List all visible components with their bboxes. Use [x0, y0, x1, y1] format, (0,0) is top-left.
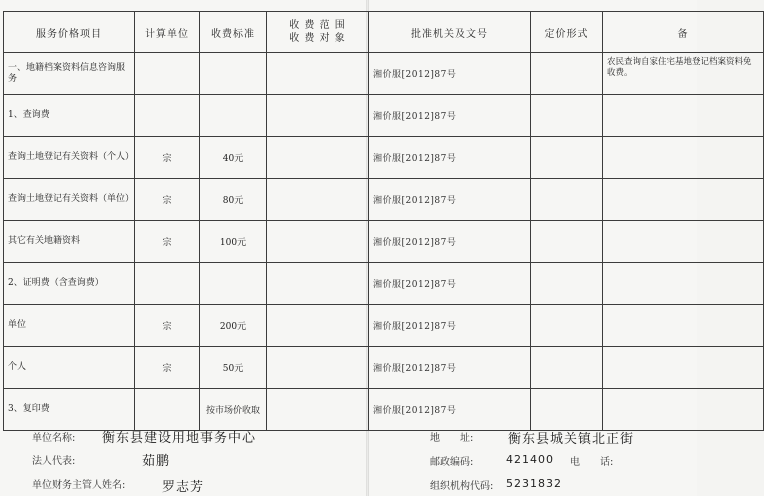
- cell-approval: 湘价服[2012]87号: [369, 53, 531, 95]
- table-row: [4, 305, 764, 347]
- table-row: [4, 263, 764, 305]
- postcode-label: 邮政编码:: [430, 457, 474, 468]
- cell-item: 1、查询费: [4, 95, 135, 137]
- unit-name-value: 衡东县建设用地事务中心: [102, 431, 257, 446]
- cell-pricing: [531, 53, 603, 95]
- cell-note: [603, 347, 764, 389]
- header-pricing: 定价形式: [531, 12, 603, 53]
- cell-standard: [200, 53, 267, 95]
- table-row: [4, 347, 764, 389]
- cell-item: 查询土地登记有关资料（单位）: [4, 179, 135, 221]
- legal-rep-label: 法人代表:: [32, 456, 76, 467]
- cell-approval: 湘价服[2012]87号: [369, 263, 531, 305]
- cell-item: 2、证明费（含查询费）: [4, 263, 135, 305]
- finance-head-label: 单位财务主管人姓名:: [32, 480, 126, 491]
- cell-note: [603, 305, 764, 347]
- cell-scope: [267, 305, 369, 347]
- cell-scope: [267, 347, 369, 389]
- cell-scope: [267, 95, 369, 137]
- cell-unit: [135, 263, 200, 305]
- cell-standard: [200, 263, 267, 305]
- cell-item: 3、复印费: [4, 389, 135, 431]
- cell-item: 单位: [4, 305, 135, 347]
- cell-scope: [267, 179, 369, 221]
- cell-item: 一、地籍档案资料信息咨询服务: [4, 53, 135, 95]
- cell-approval: 湘价服[2012]87号: [369, 347, 531, 389]
- cell-approval: 湘价服[2012]87号: [369, 221, 531, 263]
- cell-approval: 湘价服[2012]87号: [369, 389, 531, 431]
- cell-standard: 100元: [200, 221, 267, 263]
- table-row: [4, 53, 764, 95]
- cell-note: [603, 179, 764, 221]
- phone-label: 电 话:: [570, 457, 614, 468]
- cell-pricing: [531, 137, 603, 179]
- org-code-value: 5231832: [506, 477, 562, 490]
- cell-standard: [200, 95, 267, 137]
- cell-item: 查询土地登记有关资料（个人）: [4, 137, 135, 179]
- address-label: 地 址:: [430, 433, 474, 444]
- cell-approval: 湘价服[2012]87号: [369, 305, 531, 347]
- cell-approval: 湘价服[2012]87号: [369, 179, 531, 221]
- fee-table: [3, 11, 764, 431]
- cell-unit: 宗: [135, 137, 200, 179]
- header-scope: [267, 12, 369, 53]
- cell-pricing: [531, 263, 603, 305]
- header-scope-line1: 收 费 范 围: [289, 20, 346, 31]
- cell-note: [603, 221, 764, 263]
- unit-info-footer: [0, 400, 697, 496]
- cell-item: 个人: [4, 347, 135, 389]
- cell-standard: 200元: [200, 305, 267, 347]
- cell-pricing: [531, 221, 603, 263]
- cell-pricing: [531, 347, 603, 389]
- cell-unit: [135, 95, 200, 137]
- cell-pricing: [531, 95, 603, 137]
- cell-pricing: [531, 305, 603, 347]
- postcode-value: 421400: [506, 453, 554, 466]
- header-scope-line2: 收 费 对 象: [289, 33, 346, 44]
- header-note: 备: [603, 12, 764, 53]
- cell-unit: 宗: [135, 221, 200, 263]
- header-item: 服务价格项目: [4, 12, 135, 53]
- cell-note: 农民查询自家住宅基地登记档案资料免收费。: [603, 53, 764, 95]
- header-standard: 收费标准: [200, 12, 267, 53]
- address-value: 衡东县城关镇北正街: [508, 432, 635, 447]
- table-row: [4, 95, 764, 137]
- cell-unit: 宗: [135, 179, 200, 221]
- cell-unit: 宗: [135, 305, 200, 347]
- table-row: [4, 221, 764, 263]
- table-body: [4, 53, 764, 431]
- header-unit: 计算单位: [135, 12, 200, 53]
- cell-note: [603, 137, 764, 179]
- cell-scope: [267, 53, 369, 95]
- finance-head-value: 罗志芳: [162, 480, 205, 495]
- cell-unit: 宗: [135, 347, 200, 389]
- cell-standard: 50元: [200, 347, 267, 389]
- cell-note: [603, 263, 764, 305]
- cell-scope: [267, 221, 369, 263]
- table-row: [4, 179, 764, 221]
- cell-note: [603, 95, 764, 137]
- table-header-row: [4, 12, 764, 53]
- org-code-label: 组织机构代码:: [430, 481, 494, 492]
- unit-name-label: 单位名称:: [32, 433, 76, 444]
- cell-item: 其它有关地籍资料: [4, 221, 135, 263]
- cell-pricing: [531, 179, 603, 221]
- cell-approval: 湘价服[2012]87号: [369, 137, 531, 179]
- cell-unit: [135, 53, 200, 95]
- cell-scope: [267, 137, 369, 179]
- cell-standard: 按市场价收取: [200, 389, 267, 431]
- cell-approval: 湘价服[2012]87号: [369, 95, 531, 137]
- cell-scope: [267, 263, 369, 305]
- table-row: [4, 137, 764, 179]
- legal-rep-value: 茹鹏: [142, 454, 171, 469]
- cell-standard: 80元: [200, 179, 267, 221]
- header-approval: 批准机关及文号: [369, 12, 531, 53]
- cell-standard: 40元: [200, 137, 267, 179]
